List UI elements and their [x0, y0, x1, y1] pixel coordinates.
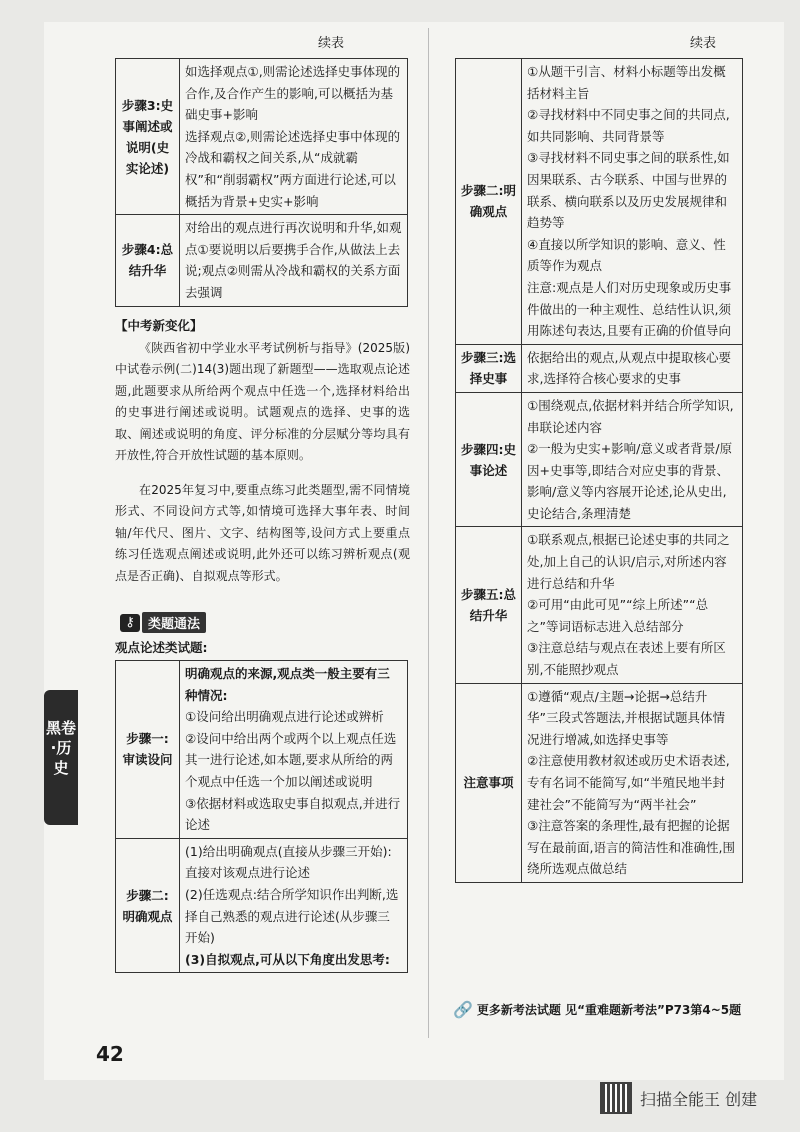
step-cell: 步骤二:明确观点 [116, 838, 180, 973]
table-row [456, 59, 743, 345]
table-row [456, 527, 743, 683]
step-cell: 步骤一:审读设问 [116, 661, 180, 839]
method-label [120, 612, 206, 633]
content-line: ①从题干引言、材料小标题等出发概括材料主旨 [527, 64, 726, 101]
content-line: ②注意使用教材叙述或历史术语表述,专有名词不能简写,如“半殖民地半封建社会”不能简写为“两半社会” [527, 753, 730, 812]
content-line: (2)任选观点:结合所学知识作出判断,选择自己熟悉的观点进行论述(从步骤三开始) [185, 886, 399, 946]
paragraph-2: 在2025年复习中,要重点练习此类题型,需不同情境形式、不同设问方式等,如情境可选择大事年表、时间轴/年代尺、图片、文字、结构图等,设问方式上要重点练习任选观点阐述或说明,此外还可以练习辨析观点(观点是否正确)、自拟观点等形式。 [115, 483, 410, 583]
content-line: ②可用“由此可见”“综上所述”“总之”等词语标志进入总结部分 [527, 597, 709, 634]
content-line: 注意:观点是人们对历史现象或历史事件做出的一种主观性、总结性认识,须用陈述句表达,且要有正确的价值导向 [527, 279, 732, 339]
table-row [116, 59, 408, 215]
side-tab: 黑卷·历史 [44, 690, 78, 825]
step-cell: 步骤4:总结升华 [116, 215, 180, 306]
column-divider [428, 28, 429, 1038]
section-tag: 【中考新变化】 [115, 318, 203, 333]
key-icon: ⚷ [120, 614, 140, 632]
content-cell [522, 392, 743, 527]
more-questions-text: 更多新考法试题 见“重难题新考法”P73第4~5题 [476, 1003, 742, 1017]
content-line: 如选择观点①,则需论述选择史事体现的合作,及合作产生的影响,可以概括为基础史事+影响 [185, 64, 401, 123]
left-table-bottom [115, 660, 408, 973]
content-line: ④直接以所学知识的影响、意义、性质等作为观点 [527, 236, 726, 274]
table-row [456, 683, 743, 882]
step-cell: 步骤二:明确观点 [456, 59, 522, 345]
content-line: ③依据材料或选取史事自拟观点,并进行论述 [185, 795, 401, 833]
step-cell: 步骤3:史事阐述或说明(史实论述) [116, 59, 180, 215]
content-line: 选择观点②,则需论述选择史事中体现的冷战和霸权之间关系,从“成就霸权”和“削弱霸权”两方面进行论述,可以概括为背景+史实+影响 [185, 128, 401, 209]
method-label-text: 类题通法 [142, 612, 206, 633]
step-cell: 步骤五:总结升华 [456, 527, 522, 683]
content-line: 对给出的观点进行再次说明和升华,如观点①要说明以后要携手合作,从做法上去说;观点②则需从冷战和霸权的关系方面去强调 [185, 220, 402, 300]
qr-code-icon [600, 1082, 632, 1114]
content-cell [522, 527, 743, 683]
method-subtitle: 观点论述类试题: [115, 640, 208, 655]
more-questions-link[interactable] [453, 1000, 741, 1019]
table-row [456, 392, 743, 527]
scanner-watermark [600, 1082, 757, 1114]
step-cell: 步骤三:选择史事 [456, 344, 522, 392]
content-cell [180, 59, 408, 215]
content-cell [180, 661, 408, 839]
content-line: ①联系观点,根据已论述史事的共同之处,加上自己的认识/启示,对所述内容进行总结和升华 [527, 532, 730, 591]
paragraph-1: 《陕西省初中学业水平考试例析与指导》(2025版)中试卷示例(二)14(3)题出现了新题型——选取观点论述题,此题要求从所给两个观点中任选一个,选择材料给出的史事进行阐述或说明。试题观点的选择、史事的选取、阐述或说明的角度、评分标准的分层赋分等均具有开放性,符合开放性试题的基本原则。 [115, 341, 410, 463]
content-line: ③寻找材料不同史事之间的联系性,如因果联系、古今联系、中国与世界的联系、横向联系以及历史发展规律和趋势等 [527, 150, 730, 231]
table-row [116, 838, 408, 973]
scanner-text: 扫描全能王 创建 [640, 1089, 758, 1109]
content-cell [522, 59, 743, 345]
left-table-top [115, 58, 408, 307]
step-cell: 步骤四:史事论述 [456, 392, 522, 527]
content-line: ①设问给出明确观点进行论述或辨析 [185, 709, 384, 725]
content-cell [522, 344, 743, 392]
table-row [456, 344, 743, 392]
content-line: ③注意答案的条理性,最有把握的论据写在最前面,语言的简洁性和准确性,围绕所选观点做总结 [527, 818, 735, 877]
content-line: 依据给出的观点,从观点中提取核心要求,选择符合核心要求的史事 [527, 349, 731, 387]
right-table [455, 58, 743, 883]
page-number: 42 [96, 1042, 124, 1066]
step-cell: 注意事项 [456, 683, 522, 882]
header-left: 续表 [318, 36, 345, 51]
content-cell [180, 838, 408, 973]
content-line: ②一般为史实+影响/意义或者背景/原因+史事等,即结合对应史事的背景、影响/意义等内容展开论述,论从史出,史论结合,条理清楚 [527, 441, 733, 521]
content-line: ③注意总结与观点在表述上要有所区别,不能照抄观点 [527, 640, 726, 678]
content-line: 明确观点的来源,观点类一般主要有三种情况: [185, 666, 390, 703]
content-line: ②寻找材料中不同史事之间的共同点,如共同影响、共同背景等 [527, 107, 730, 144]
link-icon: 🔗 [453, 1000, 473, 1019]
content-cell [180, 215, 408, 306]
table-row [116, 215, 408, 306]
content-line: (3)自拟观点,可从以下角度出发思考: [185, 951, 390, 967]
content-line: ②设问中给出两个或两个以上观点任选其一进行论述,如本题,要求从所给的两个观点中任选一个加以阐述或说明 [185, 730, 397, 789]
content-line: ①围绕观点,依据材料并结合所学知识,串联论述内容 [527, 397, 734, 435]
header-right: 续表 [690, 36, 717, 51]
content-line: (1)给出明确观点(直接从步骤三开始):直接对该观点进行论述 [185, 843, 392, 881]
content-line: ①遵循“观点/主题→论据→总结升华”三段式答题法,并根据试题具体情况进行增减,如选择史事等 [527, 688, 725, 747]
table-row [116, 661, 408, 839]
content-cell [522, 683, 743, 882]
